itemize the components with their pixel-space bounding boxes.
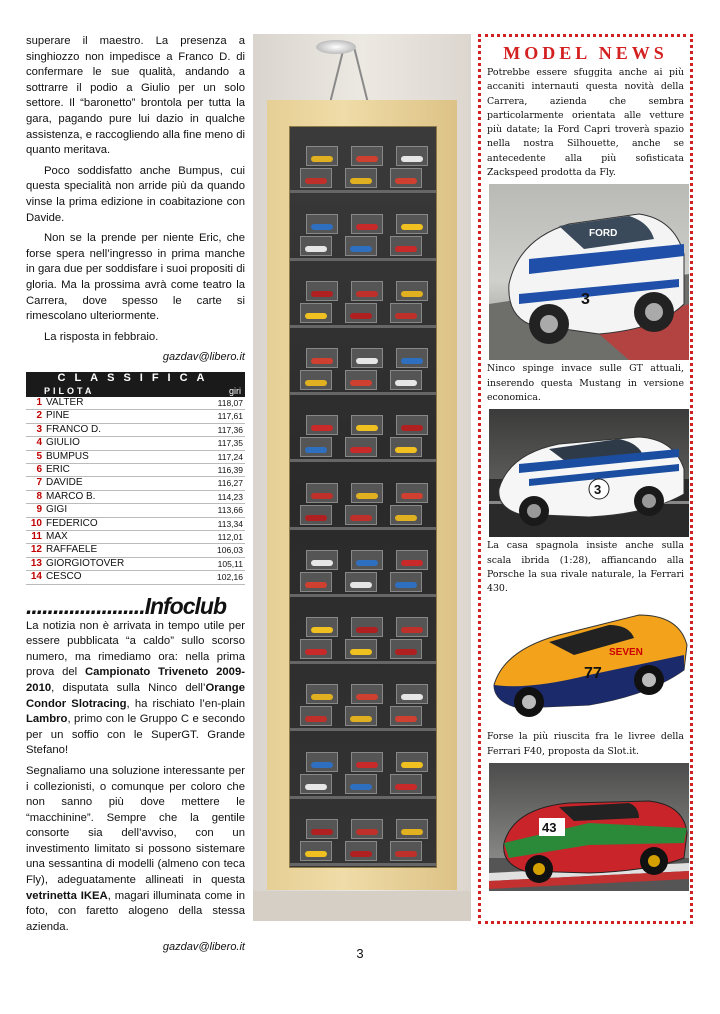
model-car-case: [390, 236, 422, 256]
model-car: [311, 694, 333, 700]
model-car-case: [396, 146, 428, 166]
ford-capri-photo: [489, 184, 689, 360]
model-car-case: [390, 572, 422, 592]
body-text: Segnaliamo una soluzione interessante per i collezionisti, o comunque per coloro che non sanno più dove mettere le “macchinine”. Sempre che la gentile consorte sia dell’avviso, con un investimento limitato si possono sistemare una sessantina di modelli (almeno con teca Fly), adeguatamente allineati in questa: [26, 764, 245, 887]
article-paragraph-1: superare il maestro. La presenza a singhiozzo non impedisce a Franco D. di confermare le sue qualità, andando a sottrarre il podio a Giulio per un solo settore. Il “baronetto” brontola per tutta la gara, pagando pure lui dazio in qualche assistenza, e raccogliendo alla fine meno di quanto meritava.: [26, 35, 245, 157]
cabinet-shelf: [290, 190, 436, 193]
model-car: [305, 447, 327, 453]
standings-laps: 113,66: [217, 505, 243, 516]
model-car: [401, 560, 423, 566]
model-car: [401, 627, 423, 633]
model-car-case: [300, 639, 332, 659]
model-car: [395, 447, 417, 453]
model-car-case: [306, 281, 338, 301]
standings-driver: FEDERICO: [46, 517, 98, 529]
model-car: [356, 694, 378, 700]
model-car: [356, 829, 378, 835]
standings-position: 8: [36, 490, 42, 502]
model-car: [350, 649, 372, 655]
body-text: , ha rischiato l’en-plain: [126, 697, 245, 710]
model-car-case: [351, 752, 383, 772]
display-cabinet-photo: [253, 34, 471, 921]
standings-laps: 117,24: [217, 451, 243, 462]
standings-laps: 117,36: [217, 424, 243, 435]
model-car: [395, 716, 417, 722]
standings-position: 14: [30, 571, 42, 583]
col-pilota: PILOTA: [44, 385, 95, 396]
standings-row: [26, 464, 245, 477]
model-car-case: [345, 774, 377, 794]
infoclub-paragraph-1: [26, 619, 245, 759]
standings-driver: FRANCO D.: [46, 423, 101, 435]
standings-laps: 113,34: [217, 518, 243, 529]
model-car-case: [390, 706, 422, 726]
standings-position: 10: [30, 517, 42, 529]
model-car-case: [345, 505, 377, 525]
model-car: [350, 246, 372, 252]
standings-laps: 106,03: [217, 545, 243, 556]
model-car-case: [351, 348, 383, 368]
model-car: [401, 291, 423, 297]
car1-number: 3: [581, 291, 590, 309]
highlight-text: Orange Condor Slotracing: [26, 681, 245, 710]
standings-driver: DAVIDE: [46, 477, 83, 489]
model-car-case: [396, 348, 428, 368]
infoclub-heading: ......................Infoclub: [26, 592, 227, 619]
model-car-case: [351, 550, 383, 570]
model-car-case: [345, 706, 377, 726]
car4-number: 43: [542, 820, 557, 836]
model-car-case: [396, 214, 428, 234]
highlight-text: vetrinetta IKEA: [26, 889, 108, 902]
model-car-case: [396, 415, 428, 435]
model-car-case: [345, 437, 377, 457]
model-car: [305, 716, 327, 722]
cabinet-shelf: [290, 796, 436, 799]
model-car: [401, 829, 423, 835]
model-car: [356, 425, 378, 431]
model-car-case: [351, 684, 383, 704]
model-car-case: [396, 617, 428, 637]
model-car: [305, 246, 327, 252]
model-car-case: [306, 550, 338, 570]
model-car-case: [345, 572, 377, 592]
standings-row: [26, 504, 245, 517]
model-car: [350, 515, 372, 521]
model-car: [305, 515, 327, 521]
model-car: [311, 493, 333, 499]
model-car: [395, 582, 417, 588]
standings-position: 13: [30, 557, 42, 569]
model-car-case: [396, 281, 428, 301]
model-car-case: [351, 819, 383, 839]
model-news-title: MODEL NEWS: [503, 43, 668, 63]
standings-driver: PINE: [46, 410, 70, 422]
standings-row: [26, 571, 245, 584]
highlight-text: Lambro: [26, 713, 68, 726]
body-text: La notizia non è arrivata in tempo utile per essere pubblicata “a caldo” sullo scorso numero, ma rimediamo ora: nella prima prova del: [26, 619, 245, 679]
model-car: [305, 784, 327, 790]
highlight-text: Campionato Triveneto 2009-2010: [26, 666, 245, 694]
standings-position: 2: [36, 410, 42, 422]
standings-driver: ERIC: [46, 463, 70, 475]
model-car: [311, 224, 333, 230]
standings-position: 7: [36, 477, 42, 489]
standings-driver: VALTER: [46, 396, 84, 408]
news-paragraph-4: Forse la più riuscita fra le livree della Ferrari F40, proposta da Slot.it.: [487, 731, 684, 757]
model-news-box: [478, 34, 693, 924]
standings-row: [26, 424, 245, 437]
model-car-case: [390, 303, 422, 323]
model-car-case: [345, 168, 377, 188]
model-car: [356, 224, 378, 230]
model-car-case: [306, 752, 338, 772]
standings-row: [26, 531, 245, 544]
standings-row: [26, 451, 245, 464]
model-car: [311, 358, 333, 364]
body-text: , magari illuminata come in foto, con faretto alogeno della stessa azienda.: [26, 889, 245, 933]
cabinet-shelf: [290, 863, 436, 866]
model-car-case: [306, 819, 338, 839]
model-car: [311, 291, 333, 297]
model-car-case: [390, 168, 422, 188]
cabinet-shelf: [290, 594, 436, 597]
standings-laps: 117,35: [217, 438, 243, 449]
standings-row: [26, 477, 245, 490]
body-text: , primo con le Gruppo C e secondo per un soffio con le SuperGT. Grande Stefano!: [26, 713, 245, 757]
model-car-case: [390, 639, 422, 659]
cabinet-shelf: [290, 258, 436, 261]
model-car-case: [345, 841, 377, 861]
standings-rows: [26, 397, 245, 585]
standings-row: [26, 397, 245, 410]
model-car-case: [300, 841, 332, 861]
model-car: [311, 156, 333, 162]
model-car-case: [306, 214, 338, 234]
model-car: [395, 178, 417, 184]
model-car: [350, 178, 372, 184]
standings-laps: 116,27: [217, 478, 243, 489]
standings-position: 1: [36, 396, 42, 408]
col-giri: giri: [228, 385, 241, 396]
standings-driver: CESCO: [46, 571, 82, 583]
model-car-case: [396, 819, 428, 839]
standings-row: [26, 491, 245, 504]
model-car: [356, 358, 378, 364]
standings-laps: 118,07: [217, 397, 243, 408]
model-car-case: [396, 752, 428, 772]
glass-showcase: [289, 126, 437, 868]
standings-driver: MARCO B.: [46, 490, 96, 502]
model-car-case: [300, 774, 332, 794]
standings-laps: 117,61: [217, 411, 243, 422]
model-car: [395, 784, 417, 790]
model-car: [356, 627, 378, 633]
news-paragraph-3: La casa spagnola insiste anche sulla scala ibrida (1:28), affiancando alla Porsche la sua rivale naturale, la Ferrari 430.: [487, 540, 684, 595]
model-car: [311, 560, 333, 566]
mustang-photo: [489, 409, 689, 537]
model-car: [350, 716, 372, 722]
model-car: [356, 291, 378, 297]
model-car: [350, 582, 372, 588]
model-car-case: [300, 706, 332, 726]
author-email[interactable]: gazdav@libero.it: [162, 351, 245, 364]
model-car-case: [345, 303, 377, 323]
model-car-case: [390, 370, 422, 390]
standings-position: 3: [36, 423, 42, 435]
model-car-case: [390, 774, 422, 794]
model-car-case: [306, 617, 338, 637]
model-car-case: [300, 236, 332, 256]
standings-laps: 112,01: [217, 531, 243, 542]
cabinet-shelf: [290, 661, 436, 664]
body-text: , disputata sulla Ninco dell’: [51, 681, 206, 694]
model-car-case: [345, 236, 377, 256]
model-car: [395, 246, 417, 252]
model-car-case: [390, 841, 422, 861]
ferrari-430-photo: [489, 600, 689, 728]
left-column: [26, 34, 245, 962]
model-car: [395, 313, 417, 319]
standings-title: CLASSIFICA: [26, 372, 245, 385]
model-car: [401, 156, 423, 162]
standings-row: [26, 437, 245, 450]
standings-laps: 116,39: [217, 464, 243, 475]
ferrari-f40-photo: [489, 763, 689, 891]
model-car: [356, 560, 378, 566]
standings-position: 11: [31, 530, 42, 542]
model-car-case: [306, 483, 338, 503]
model-car-case: [300, 505, 332, 525]
model-car-case: [345, 370, 377, 390]
model-car: [311, 425, 333, 431]
model-car: [356, 762, 378, 768]
standings-laps: 102,16: [217, 572, 243, 583]
model-car-case: [345, 639, 377, 659]
standings-position: 5: [36, 450, 42, 462]
news-paragraph-2: Ninco spinge invace sulle GT attuali, inserendo questa Mustang in versione economica.: [487, 363, 684, 403]
standings-table: [26, 372, 245, 585]
model-car-case: [351, 415, 383, 435]
article-paragraph-2: Poco soddisfatto anche Bumpus, cui questa specialità non arride più da quando vinse la prima edizione in coabitazione con Davide.: [26, 164, 245, 224]
model-car-case: [396, 483, 428, 503]
standings-driver: GIULIO: [46, 437, 80, 449]
model-car: [350, 784, 372, 790]
model-car-case: [351, 146, 383, 166]
car3-brand: SEVEN: [609, 647, 643, 659]
model-car: [305, 178, 327, 184]
model-car: [356, 156, 378, 162]
model-car: [401, 762, 423, 768]
model-car-case: [300, 370, 332, 390]
car1-brand: FORD: [589, 228, 618, 240]
standings-row: [26, 518, 245, 531]
infoclub-email[interactable]: gazdav@libero.it: [162, 941, 245, 954]
cabinet-shelf: [290, 728, 436, 731]
standings-driver: MAX: [46, 530, 68, 542]
model-car: [401, 694, 423, 700]
standings-driver: GIORGIOTOVER: [46, 557, 125, 569]
cabinet-shelf: [290, 527, 436, 530]
standings-header-row: [26, 385, 245, 397]
article-paragraph-3: Non se la prende per niente Eric, che forse spera nell’ingresso in prima manche in gara due per soddisfare i suoi propositi di gloria. Ma la prossima avrà come teatro la Carrera, dove spesso le carte si rimescolano ulteriormente.: [26, 232, 245, 323]
model-car: [350, 851, 372, 857]
model-car: [311, 627, 333, 633]
model-car: [401, 224, 423, 230]
model-car: [305, 313, 327, 319]
page-number: 3: [356, 946, 364, 961]
model-car: [395, 515, 417, 521]
model-car: [311, 829, 333, 835]
model-car-case: [351, 214, 383, 234]
wall-floor: [253, 891, 471, 921]
cabinet-shelf: [290, 459, 436, 462]
model-car: [395, 380, 417, 386]
model-car-case: [306, 348, 338, 368]
infoclub-paragraph-2: [26, 764, 245, 936]
model-car: [401, 425, 423, 431]
cabinet-shelf: [290, 325, 436, 328]
standings-driver: GIGI: [46, 504, 68, 516]
model-car-case: [351, 281, 383, 301]
model-car-case: [300, 572, 332, 592]
news-paragraph-1: Potrebbe essere sfuggita anche ai più accaniti internauti questa novità della Carrera, azienda che sembra particolarmente orientata alle vetture più datate; la Ford Capri troverà spazio nella nostra Silhouette, anche se antecedente alla più sofisticata Zackspeed prodotta da Fly.: [487, 67, 684, 179]
model-car: [305, 851, 327, 857]
standings-position: 9: [36, 504, 42, 516]
model-car-case: [306, 415, 338, 435]
standings-position: 12: [30, 544, 42, 556]
standings-row: [26, 558, 245, 571]
article-paragraph-4: La risposta in febbraio.: [44, 330, 159, 343]
model-car: [305, 582, 327, 588]
model-car-case: [396, 684, 428, 704]
model-car-case: [306, 684, 338, 704]
model-car-case: [300, 303, 332, 323]
wooden-frame: [267, 100, 457, 890]
standings-laps: 114,23: [217, 491, 243, 502]
model-car: [395, 851, 417, 857]
model-car-case: [396, 550, 428, 570]
model-car: [395, 649, 417, 655]
model-car: [401, 493, 423, 499]
model-car-case: [390, 437, 422, 457]
standings-position: 4: [36, 437, 42, 449]
standings-row: [26, 410, 245, 423]
model-car: [350, 447, 372, 453]
model-car: [356, 493, 378, 499]
model-car: [305, 649, 327, 655]
standings-position: 6: [36, 463, 42, 475]
model-car-case: [351, 483, 383, 503]
standings-laps: 105,11: [217, 558, 243, 569]
standings-driver: RAFFAELE: [46, 544, 98, 556]
model-car: [311, 762, 333, 768]
model-car-case: [300, 168, 332, 188]
car2-number: 3: [594, 482, 602, 498]
model-car: [350, 380, 372, 386]
halogen-lamp: [316, 40, 356, 54]
model-car: [305, 380, 327, 386]
model-car-case: [390, 505, 422, 525]
cabinet-shelf: [290, 392, 436, 395]
car3-number: 77: [584, 665, 602, 683]
model-car-case: [306, 146, 338, 166]
model-car: [401, 358, 423, 364]
standings-driver: BUMPUS: [46, 450, 89, 462]
model-car: [350, 313, 372, 319]
model-car-case: [351, 617, 383, 637]
model-car-case: [300, 437, 332, 457]
standings-row: [26, 544, 245, 557]
